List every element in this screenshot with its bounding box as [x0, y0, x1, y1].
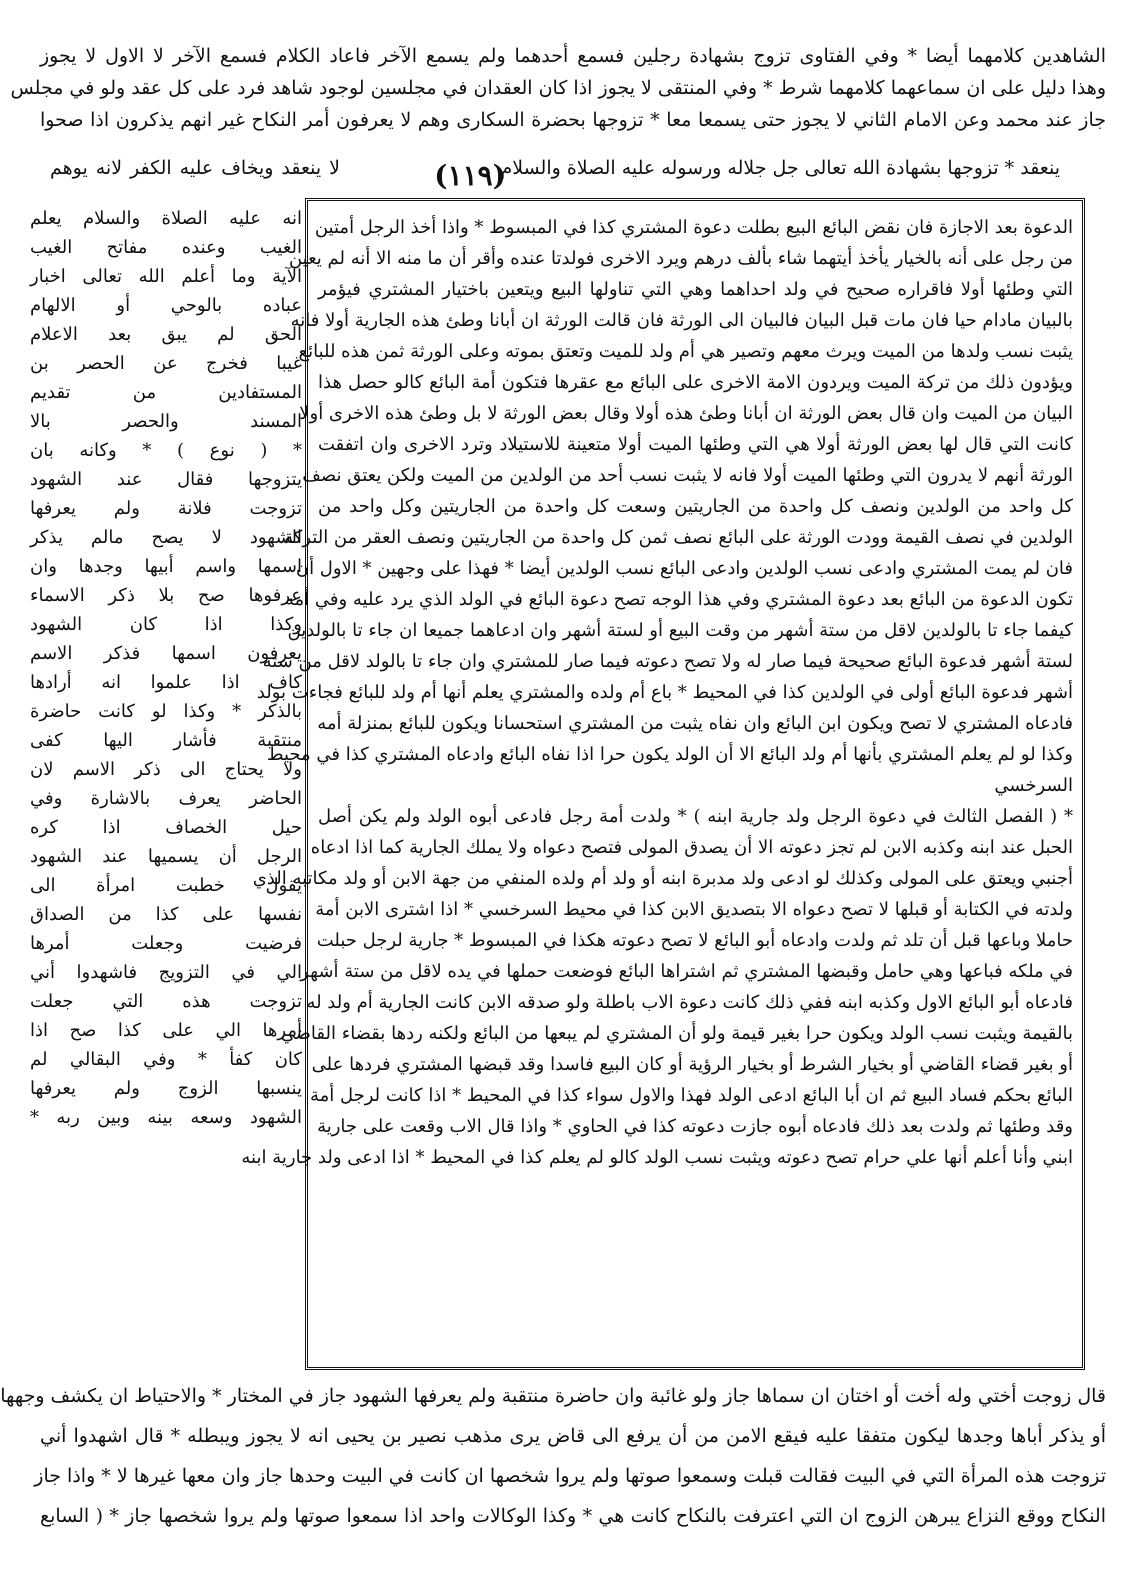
margin-line: عباده بالوحي أو الالهام: [30, 295, 302, 316]
margin-line: نفسها على كذا من الصداق: [30, 904, 302, 925]
main-line: لستة أشهر فدعوة البائع صحيحة فيما صار له ولا تصح دعوته فيما صار للمشتري وان جاء تا بالولد لاقل من ستة: [262, 651, 1073, 672]
header-side-line: لا ينعقد ويخاف عليه الكفر لانه يوهم: [50, 157, 340, 179]
main-line: كل واحد من الولدين ونصف كل واحدة من الجاريتين وسعت كل واحدة من الجاريتين وكل واحد من: [318, 496, 1073, 517]
main-line: أجنبي ويعتق على المولى وكذلك لو ادعى ولد مدبرة ابنه أو ولد أم ولده المنفي من جهة الابن أو ولد مكاتبه الذي: [252, 868, 1073, 889]
margin-line: الآية وما أعلم الله تعالى اخبار: [30, 266, 302, 287]
main-line: ولدته في الكتابة أو قبلها لا تصح دعواه الا بتصديق الابن كذا في محيط السرخسي * اذا اشترى الابن أمة: [315, 899, 1073, 920]
margin-line: الحق لم يبق بعد الاعلام: [30, 324, 302, 345]
margin-line: تزوجت هذه التي جعلت: [30, 991, 302, 1012]
main-line: الورثة أنهم لا يدرون التي وطئها الميت أولا فانه لا يثبت نسب أحد من الولدين من الميت ولكن يعتق نصف: [302, 465, 1073, 486]
footer-line: قال زوجت أختي وله أخت أو اختان ان سماها جاز ولو غائبة وان حاضرة منتقبة ولم يعرفها الشهود جاز في المختار * والاحتياط ان يكشف وجهها: [0, 1385, 1106, 1407]
main-line: التي وطئها أولا فاقراره صحيح في ولد احداهما وهي التي تناولها البيع ويتعين باختيار المشتري فيؤمر: [318, 279, 1073, 300]
main-line: بالقيمة ويثبت نسب الولد ويكون حرا بغير قيمة ولو أن المشتري لم يبعها من البائع ولكنه ردها بقضاء القاضي: [280, 1023, 1073, 1044]
main-line: ويؤدون ذلك من تركة الميت ويردون الامة الاخرى على البائع مع عقرها فتكون أمة البائع كالو حصل هذا: [318, 372, 1073, 393]
main-line: الحبل عند ابنه وكذبه الابن لم تجز دعوته الا أن يصدق المولى فتصح دعواه ولا يملك الجارية كما اذا ادعاه: [310, 837, 1073, 858]
main-line: فادعاه أبو البائع الاول وكذبه ابنه ففي ذلك كانت دعوة الاب باطلة ولو صدقه الابن كانت الجارية أم ولد له: [306, 992, 1073, 1013]
margin-line: يقول خطبت امرأة الى: [30, 875, 302, 896]
header-line: جاز عند محمد وعن الامام الثاني لا يجوز حتى يسمعا معا * تزوجها بحضرة السكارى وهم لا يعرفون أمر النكاح غير انهم يذكرون اذا صحوا: [40, 109, 1106, 131]
margin-line: اسمها واسم أبيها وجدها وان: [30, 556, 302, 577]
margin-line: الشهود وسعه بينه وبين ربه *: [30, 1107, 302, 1128]
main-line: تكون الدعوة من البائع بعد دعوة المشتري وفي هذا الوجه تصح دعوة البائع في الولد الذي يرد عليه وفي أمه: [284, 589, 1073, 610]
main-line: أو بغير قضاء القاضي أو بخيار الشرط أو بخيار الرؤية أو كان البيع فاسدا وقد قبضها المشتري فردها على: [311, 1054, 1073, 1075]
margin-line: كاف اذا علموا انه أرادها: [30, 672, 302, 693]
margin-line: تزوجت فلانة ولم يعرفها: [30, 498, 302, 519]
main-line: وكذا لو لم يعلم المشتري بأنها أم ولد البائع الا أن الولد يكون حرا اذا نفاه البائع وادعاه المشتري كذا في محيط: [266, 744, 1073, 765]
margin-line: * ( نوع ) * وكانه بان: [30, 440, 302, 461]
margin-line: حيل الخصاف اذا كره: [30, 817, 302, 838]
main-line: من رجل على أنه بالخيار يأخذ أيتهما شاء بألف درهم ويرد الاخرى فولدتا عنده وأقر أن ما منه الا أنه لم يعين: [288, 248, 1073, 269]
margin-line: المستفادين من تقديم: [30, 382, 302, 403]
margin-line: المسند والحصر بالا: [30, 411, 302, 432]
main-line: فان لم يمت المشتري وادعى نسب الولدين وادعى البائع نسب الولدين أيضا * فهذا على وجهين * الاول أن: [295, 558, 1073, 579]
margin-line: وكذا اذا كان الشهود: [30, 614, 302, 635]
header-line: وهذا دليل على ان سماعهما كلامهما شرط * وفي المنتقى لا يجوز اذا كان العقدان في مجلسين لوجود شاهد فرد على كل عقد ولو في مجلس: [10, 77, 1106, 99]
margin-line: غيبا فخرج عن الحصر بن: [30, 353, 302, 374]
footer-line: النكاح ووقع النزاع يبرهن الزوج ان التي اعترفت بالنكاح كانت هي * وكذا الوكالات واحد اذا سمعوا صوتها ولم يروا شخصها جاز * ( السابع: [40, 1505, 1106, 1527]
main-line: فادعاه المشتري لا تصح ويكون ابن البائع وان نفاه يثبت من المشتري استحسانا ويكون للبائع بمنزلة أمه: [317, 713, 1073, 734]
main-line: أشهر فدعوة البائع أولى في الولدين كذا في المحيط * باع أم ولده والمشتري يعلم أنها أم ولد للبائع فجاءت بولد: [256, 682, 1073, 703]
main-line: بالبيان مادام حيا فان مات قبل البيان فالبيان الى الورثة فان قالت الورثة ان أبانا وطئ هذه الجارية أولا فانه: [290, 310, 1073, 331]
main-line: ابني وأنا أعلم أنها علي حرام تصح دعوته ويثبت نسب الولد كالو لم يعلم كذا في المحيط * اذا ادعى ولد جارية ابنه: [241, 1147, 1073, 1168]
main-line: حاملا وباعها قبل أن تلد ثم ولدت وادعاه أبو البائع لا تصح دعوته هكذا في المبسوط * جارية لرجل حبلت: [316, 930, 1073, 951]
main-line: الولدين في نصف القيمة وودت الورثة على البائع نصف ثمن كل واحدة من الجاريتين ونصف العقر من التركة: [284, 527, 1073, 548]
margin-line: الغيب وعنده مفاتح الغيب: [30, 237, 302, 258]
margin-line: فرضيت وجعلت أمرها: [30, 933, 302, 954]
margin-commentary: [30, 204, 302, 1132]
footer-line: أو يذكر أباها وجدها ليكون متفقا عليه فيقع الامن من أن يرفع الى قاض يرى مذهب نصير بن يحيى انه لا يجوز ويبطله * قال اشهدوا أني: [40, 1425, 1107, 1447]
main-line: * ( الفصل الثالث في دعوة الرجل ولد جارية ابنه ) * ولدت أمة رجل فادعى أبوه الولد ولم يكن أصل: [318, 806, 1073, 827]
margin-line: بالذكر * وكذا لو كانت حاضرة: [30, 701, 302, 722]
margin-line: الرجل أن يسميها عند الشهود: [30, 846, 302, 867]
footer-text-block: [0, 1376, 1107, 1536]
margin-line: أمرها الي على كذا صح اذا: [30, 1020, 302, 1041]
main-text-block: [241, 212, 1073, 1173]
margin-line: منتقبة فأشار اليها كفى: [30, 730, 302, 751]
margin-line: يتزوجها فقال عند الشهود: [30, 469, 302, 490]
main-line: كانت التي قال لها بعض الورثة أولا هي التي وطئها الميت أولا متعينة للاستيلاد وترد الاخرى وان اتفقت: [318, 434, 1073, 455]
footer-line: تزوجت هذه المرأة التي في البيت فقالت قبلت وسمعوا صوتها ولم يروا شخصها ان كانت في البيت وحدها جاز وان معها غيرها لا * واذا جاز: [34, 1465, 1106, 1487]
page-number: (١١٩): [434, 159, 506, 192]
margin-line: ينسبها الزوج ولم يعرفها: [30, 1078, 302, 1099]
main-line: في ملكه فباعها وهي حامل وقبضها المشتري ثم اشتراها البائع فوضعت حملها في يده لاقل من ستة أشهر: [300, 961, 1073, 982]
margin-line: الحاضر يعرف بالاشارة وفي: [30, 788, 302, 809]
header-line: الشاهدين كلامهما أيضا * وفي الفتاوى تزوج بشهادة رجلين فسمع أحدهما ولم يسمع الآخر فاعاد الكلام فسمع الآخر لا الاول لا يجوز: [40, 45, 1106, 67]
margin-line: ولا يحتاج الى ذكر الاسم لان: [30, 759, 302, 780]
header-text-block: [10, 40, 1106, 136]
main-line: يثبت نسب ولدها من الميت ويرث معهم وتصير هي أم ولد للميت وتعتق بموته وعلى الورثة ثمن هذه للبائع: [298, 341, 1073, 362]
main-line: كيفما جاء تا بالولدين لاقل من ستة أشهر من وقت البيع أو لستة أشهر وان ادعاهما جميعا ان جاء تا بالولدين: [287, 620, 1073, 641]
margin-line: الشهود لا يصح مالم يذكر: [30, 527, 302, 548]
main-line: الدعوة بعد الاجازة فان نقض البائع البيع بطلت دعوة المشتري كذا في المبسوط * واذا أخذ الرجل أمتين: [314, 217, 1073, 238]
margin-line: الي في التزويج فاشهدوا أني: [30, 962, 302, 983]
main-line: وقد وطئها ثم ولدت بعد ذلك فادعاه أبوه جازت دعوته كذا في الحاوي * واذا قال الاب وقعت على جارية: [317, 1116, 1073, 1137]
main-line: السرخسي: [994, 775, 1073, 796]
margin-line: كان كفأ * وفي البقالي لم: [30, 1049, 302, 1070]
margin-line: يعرفون اسمها فذكر الاسم: [30, 643, 302, 664]
margin-line: انه عليه الصلاة والسلام يعلم: [30, 208, 302, 229]
main-line: البائع بحكم فساد البيع ثم ان أبا البائع ادعى الولد فهذا والاول سواء كذا في المحيط * اذا كانت لرجل أمة: [309, 1085, 1073, 1106]
main-line: البيان من الميت وان قال بعض الورثة ان أبانا وطئ هذه أولا وقال بعض الورثة لا بل وطئ هذه الاخرى أولا: [299, 403, 1073, 424]
margin-line: عرفوها صح بلا ذكر الاسماء: [30, 585, 302, 606]
header-line: ينعقد * تزوجها بشهادة الله تعالى جل جلاله ورسوله عليه الصلاة والسلام: [500, 157, 1060, 179]
